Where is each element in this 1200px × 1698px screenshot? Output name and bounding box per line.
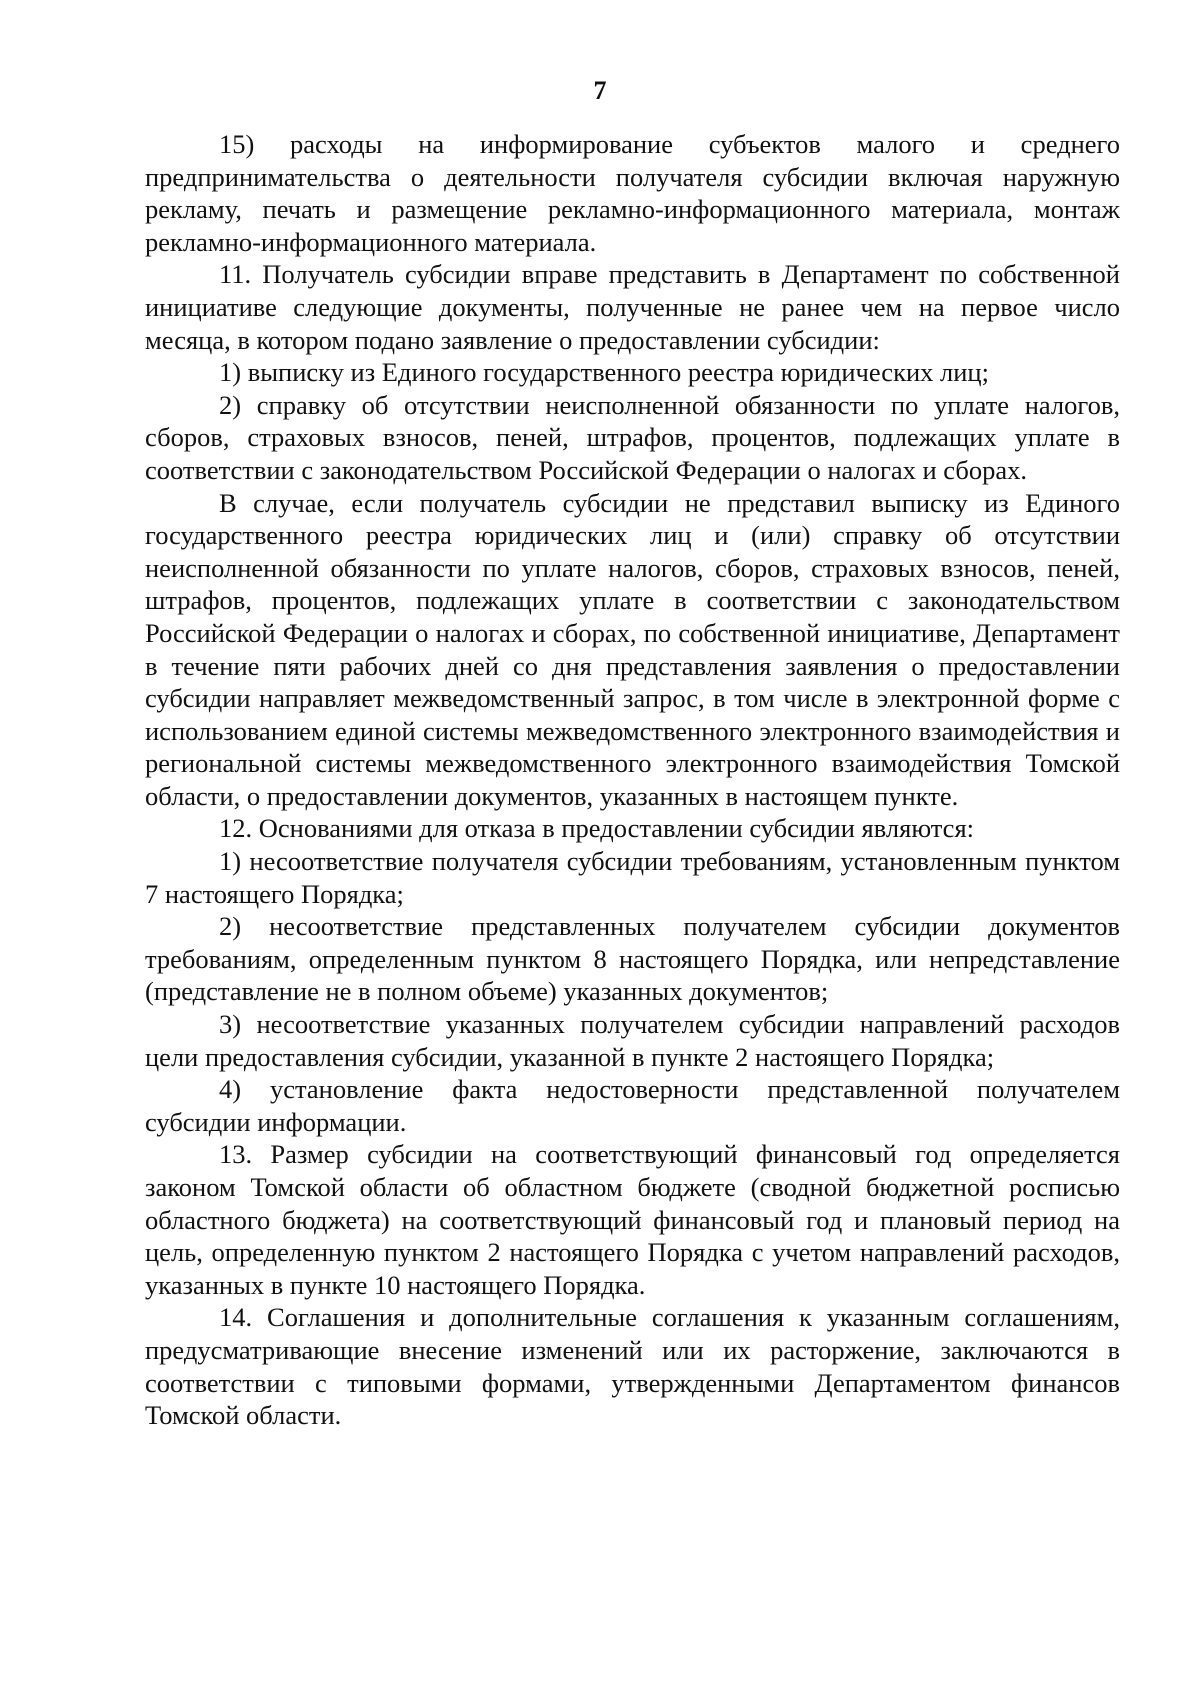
paragraph-item-1-extract: 1) выписку из Единого государственного реестра юридических лиц;	[219, 357, 989, 388]
paragraph-refusal-3: 3) несоответствие указанных получателем субсидии направлений расходов цели предоставления субсидии, указанной в пункте 2 настоящего Порядка;	[145, 1009, 1120, 1072]
paragraph-refusal-4: 4) установление факта недостоверности представленной получателем субсидии информации.	[145, 1074, 1120, 1137]
document-body	[145, 128, 1120, 1432]
paragraph-item-15: 15) расходы на информирование субъектов малого и среднего предпринимательства о деятельности получателя субсидии включая наружную рекламу, печать и размещение рекламно-информационного материала, монтаж рекламно-информационного материала.	[145, 129, 1120, 257]
paragraph-interagency-request: В случае, если получатель субсидии не представил выписку из Единого государственного реестра юридических лиц и (или) справку об отсутствии неисполненной обязанности по уплате налогов, сборов, страховых взносов, пеней, штрафов, процентов, подлежащих уплате в соответствии с законодательством Российской Федерации о налогах и сборах, по собственной инициативе, Департамент в течение пяти рабочих дней со дня представления заявления о предоставлении субсидии направляет межведомственный запрос, в том числе в электронной форме с использованием единой системы межведомственного электронного взаимодействия и региональной системы межведомственного электронного взаимодействия Томской области, о предоставлении документов, указанных в настоящем пункте.	[145, 487, 1120, 811]
paragraph-section-13: 13. Размер субсидии на соответствующий финансовый год определяется законом Томской области об областном бюджете (сводной бюджетной росписью областного бюджета) на соответствующий финансовый год и плановый период на цель, определенную пунктом 2 настоящего Порядка с учетом направлений расходов, указанных в пункте 10 настоящего Порядка.	[145, 1139, 1120, 1300]
paragraph-section-11: 11. Получатель субсидии вправе представить в Департамент по собственной инициативе следующие документы, полученные не ранее чем на первое число месяца, в котором подано заявление о предоставлении субсидии:	[145, 259, 1120, 355]
paragraph-section-14: 14. Соглашения и дополнительные соглашения к указанным соглашениям, предусматривающие внесение изменений или их расторжение, заключаются в соответствии с типовыми формами, утвержденными Департаментом финансов Томской области.	[145, 1302, 1120, 1431]
paragraph-refusal-2: 2) несоответствие представленных получателем субсидии документов требованиям, определенным пунктом 8 настоящего Порядка, или непредставление (представление не в полном объеме) указанных документов;	[145, 911, 1120, 1007]
paragraph-section-12: 12. Основаниями для отказа в предоставлении субсидии являются:	[219, 813, 974, 844]
paragraph-refusal-1: 1) несоответствие получателя субсидии требованиям, установленным пунктом 7 настоящего Порядка;	[145, 846, 1120, 909]
paragraph-item-2-certificate: 2) справку об отсутствии неисполненной обязанности по уплате налогов, сборов, страховых взносов, пеней, штрафов, процентов, подлежащих уплате в соответствии с законодательством Российской Федерации о налогах и сборах.	[145, 389, 1120, 485]
page-number: 7	[593, 76, 607, 105]
